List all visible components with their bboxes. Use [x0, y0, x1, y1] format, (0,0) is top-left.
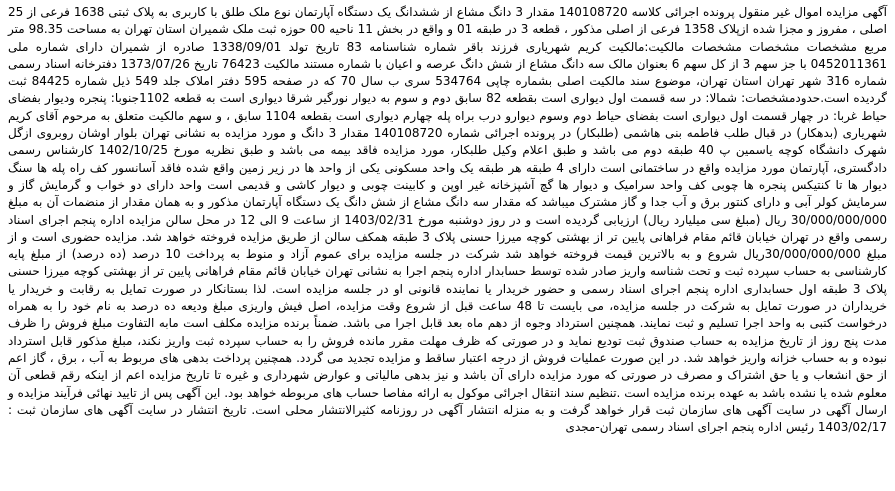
auction-notice-text: آگهی مزایده اموال غیر منقول پرونده اجرائی کلاسه 140108720 مقدار 3 دانگ مشاع از ششدانگ یک دستگاه آپارتمان نوع ملک طلق با کاربری به پلاک ثبتی 1638 فرعی از 25 اصلی ، مفروز و مجزا شده ازپلاک 1358 فرعی از اصلی مذکور ، قطعه 3 در طبقه 01 و واقع در بخش 11 ناحیه 00 حوزه ثبت ملک شمیران استان تهران به مساحت 98.35 متر مربع مشخصات مشخصات مشخصات مالکیت:مالکیت کریم شهریاری فرزند باقر شماره شناسنامه 83 تاریخ تولد 1338/09/01 صادره از شمیران دارای شماره ملی 0452011361 با جز سهم 3 از کل سهم 6 بعنوان مالک سه دانگ مشاع از شش دانگ عرصه و اعیان با شماره مستند مالکیت 76423 تاریخ 1373/07/26 دفترخانه اسناد رسمی شماره 316 شهر تهران استان تهران، موضوع سند مالکیت اصلی بشماره چاپی 534764 سری ب سال 70 که در صفحه 595 دفتر املاک جلد 549 ذیل شماره 84425 ثبت گردیده است.حدودمشخصات: شمالا: در سه قسمت اول دیواری است بقطعه 82 سابق دوم و سوم به دیوار نورگیر شرقا دیواری است به قطعه 1102جنوبا: پنجره ودیوار بفضای حیاط غربا: در چهار قسمت اول دیواری است بفضای حیاط دوم وسوم دیوارو درب براه پله چهارم دیواری است بقطعه 1104 سابق ، و سهم مالکیت متعلق به مرحوم آقای کریم شهریاری (بدهکار) در قبال طلب فاطمه بنی هاشمی (طلبکار) در پرونده اجرائی شماره 140108720 مقدار 3 دانگ و مورد مزایده به نشانی تهران بلوار اوشان روبروی ازگل شهرک دانشگاه کوچه یاسمین پ 40 طبقه دوم می باشد و طبق اعلام وکیل طلبکار، مورد مزایده فاقد بیمه می باشد و طبق نظریه مورخ 1402/10/25 کارشناس رسمی دادگستری، آپارتمان مورد مزایده واقع در ساختمانی است دارای 4 طبقه هر طبقه یک واحد مسکونی یکی از واحد ها در زیر زمین واقع شده فاقد آسانسور کف راه پله ها سنگ دیوار ها تا کنتیکس پنجره ها چوبی کف واحد سرامیک و دیوار ها گچ آشپزخانه غیر اوپن و کابینت چوبی و دیوار کاشی و قدیمی است واحد دارای دو خواب و گرمایش گاز و سرمایش کولر آبی و دارای کنتور برق و آب جدا و گاز مشترک میباشد که مقدار سه دانگ مشاع از شش دانگ یک دستگاه آپارتمان مذکور و به همان مقدار از منضمات آن به مبلغ 30/000/000/000 ریال (مبلغ سی میلیارد ریال) ارزیابی گردیده است و در روز دوشنبه مورخ 1403/02/31 از ساعت 9 الی 12 در محل سالن مزایده اداره پنجم اجرای اسناد رسمی واقع در تهران خیابان قائم مقام فراهانی پایین تر از بهشتی کوچه میرزا حسنی پلاک 3 طبقه همکف سالن از طریق مزایده فروخته خواهد شد. مزایده حضوری است و از مبلغ 30/000/000/000ریال شروع و به بالاترین قیمت فروخته خواهد شد شرکت در جلسه مزایده برای عموم آزاد و منوط به پرداخت 10 درصد (ده درصد) از مبلغ پایه کارشناسی به حساب سپرده ثبت و تحت شناسه واریز صادر شده توسط حسابدار اداره پنجم اجرا به نشانی تهران خیابان قائم مقام فراهانی پایین تر از بهشتی کوچه میرزا حسنی پلاک 3 طبقه اول حسابداری اداره پنجم اجرای اسناد رسمی و حضور خریدار یا نماینده قانونی او در جلسه مزایده است. لذا بستانکار در صورت تمایل به رقابت و خریدار یا خریداران در صورت تمایل به شرکت در جلسه مزایده، می بایست تا 48 ساعت قبل از شروع وقت مزایده، اصل فیش واریزی مبلغ ودیعه ده درصد به نام خود را به همراه درخواست کتبی به واحد اجرا تسلیم و ثبت نمایند. همچنین استرداد وجوه از دهم ماه بعد قابل اجرا می باشد. ضمناً برنده مزایده مکلف است مابه التفاوت مبلغ فروش را ظرف مدت پنج روز از تاریخ مزایده به حساب صندوق ثبت تودیع نماید و در صورتی که ظرف مهلت مقرر مانده فروش را به حساب سپرده ثبت واریز نکند، مبلغ مذکور قابل استرداد نبوده و به حساب خزانه واریز خواهد شد. در این صورت عملیات فروش از درجه اعتبار ساقط و مزایده تجدید می گردد. همچنین پرداخت بدهی های مربوط به آب ، برق ، گاز اعم از حق انشعاب و یا حق اشتراک و مصرف در صورتی که مورد مزایده دارای آن باشد و نیز بدهی مالیاتی و عوارض شهرداری و غیره تا تاریخ مزایده اعم از اینکه رقم قطعی آن معلوم شده یا نشده باشد به عهده برنده مزایده است .تنظیم سند انتقال اجرائی موکول به ارائه مفاصا حساب های مربوطه خواهد بود. این آگهی پس از تایید نهائی فرآیند مزایده و ارسال آگهی در سایت آگهی های سازمان ثبت قرار خواهد گرفت و به منزله انتشار آگهی در روزنامه کثیرالانتشار محلی است. تاریخ انتشار در سایت آگهی های سازمان ثبت : 1403/02/17 رئیس اداره پنجم اجرای اسناد رسمی تهران-مجدی	[8, 5, 888, 435]
